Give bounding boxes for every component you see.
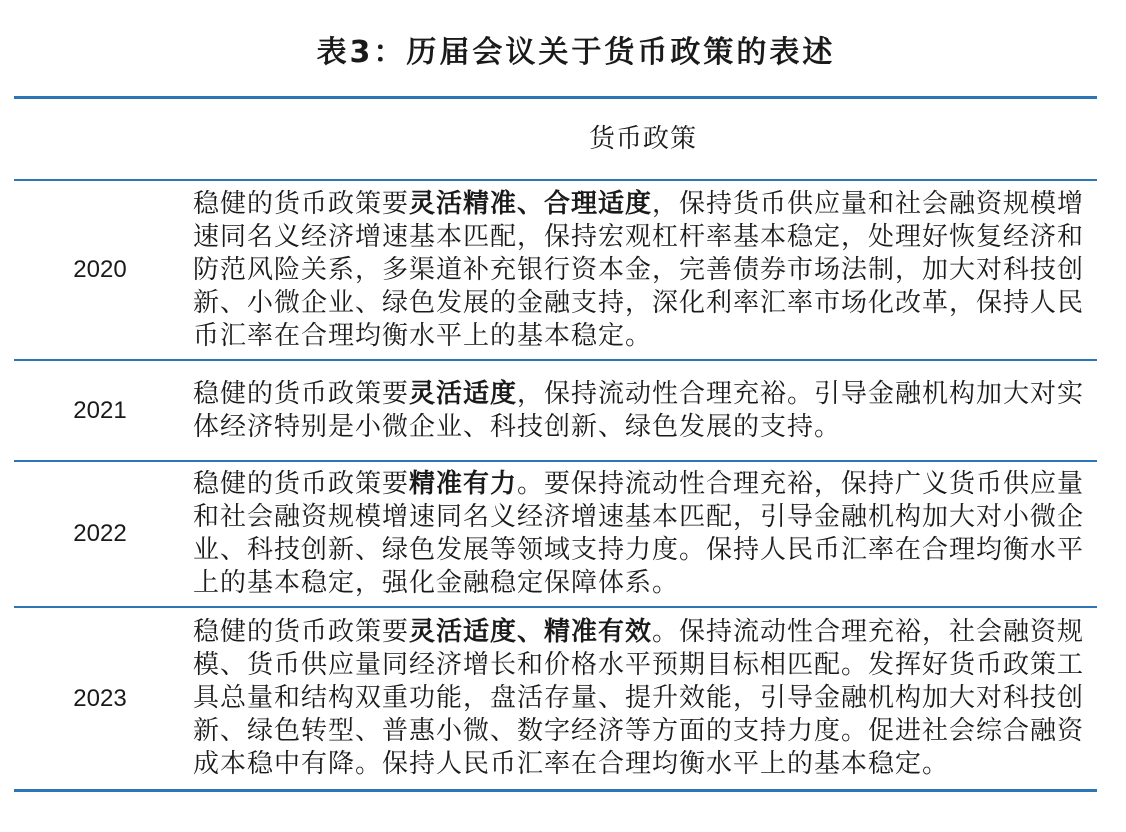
year-cell: 2023 bbox=[73, 684, 127, 712]
policy-table bbox=[14, 96, 1097, 792]
policy-text-segment: 。保持流动性合理充裕，社会融资规模、货币供应量同经济增长和价格水平预期目标相匹配。发挥好货币政策工具总量和结构双重功能，盘活存量、提升效能，引导金融机构加大对科技创新、绿色转型、普惠小微、数字经济等方面的支持力度。促进社会综合融资成本稳中有降。保持人民币汇率在合理均衡水平上的基本稳定。 bbox=[193, 617, 1085, 779]
policy-text-segment: ，保持流动性合理充裕。引导金融机构加大对实体经济特别是小微企业、科技创新、绿色发展的支持。 bbox=[193, 378, 1085, 442]
header-policy-cell: 货币政策 bbox=[588, 123, 697, 154]
year-cell: 2020 bbox=[73, 256, 127, 283]
table-row bbox=[14, 462, 1097, 608]
policy-text-segment: 稳健的货币政策要 bbox=[193, 469, 410, 499]
year-cell: 2022 bbox=[73, 520, 127, 547]
policy-text-segment: 。要保持流动性合理充裕，保持广义货币供应量和社会融资规模增速同名义经济增速基本匹配，引导金融机构加大对小微企业、科技创新、绿色发展等领域支持力度。保持人民币汇率在合理均衡水平上的基本稳定，强化金融稳定保障体系。 bbox=[193, 469, 1085, 598]
table-row bbox=[14, 361, 1097, 462]
table-header-row bbox=[14, 99, 1097, 181]
table-row bbox=[14, 181, 1097, 361]
policy-stance-emphasis: 灵活适度、精准有效 bbox=[409, 617, 653, 647]
year-cell: 2021 bbox=[73, 396, 127, 424]
policy-cell bbox=[193, 378, 1093, 444]
policy-stance-emphasis: 精准有力 bbox=[409, 469, 518, 499]
policy-text-segment: 稳健的货币政策要 bbox=[193, 188, 410, 219]
policy-text-segment: ，保持货币供应量和社会融资规模增速同名义经济增速基本匹配，保持宏观杠杆率基本稳定，处理好恢复经济和防范风险关系，多渠道补充银行资本金，完善债券市场法制，加大对科技创新、小微企业、绿色发展的金融支持，深化利率汇率市场化改革，保持人民币汇率在合理均衡水平上的基本稳定。 bbox=[193, 188, 1085, 351]
policy-text-segment: 稳健的货币政策要 bbox=[193, 378, 410, 409]
policy-stance-emphasis: 灵活精准、合理适度 bbox=[409, 188, 653, 219]
policy-cell bbox=[193, 616, 1093, 781]
page-title: 表3：历届会议关于货币政策的表述 bbox=[316, 35, 836, 70]
policy-cell bbox=[193, 468, 1093, 600]
policy-cell bbox=[193, 188, 1093, 353]
table-row bbox=[14, 608, 1097, 789]
policy-text-segment: 稳健的货币政策要 bbox=[193, 617, 410, 647]
policy-stance-emphasis: 灵活适度 bbox=[409, 378, 518, 409]
